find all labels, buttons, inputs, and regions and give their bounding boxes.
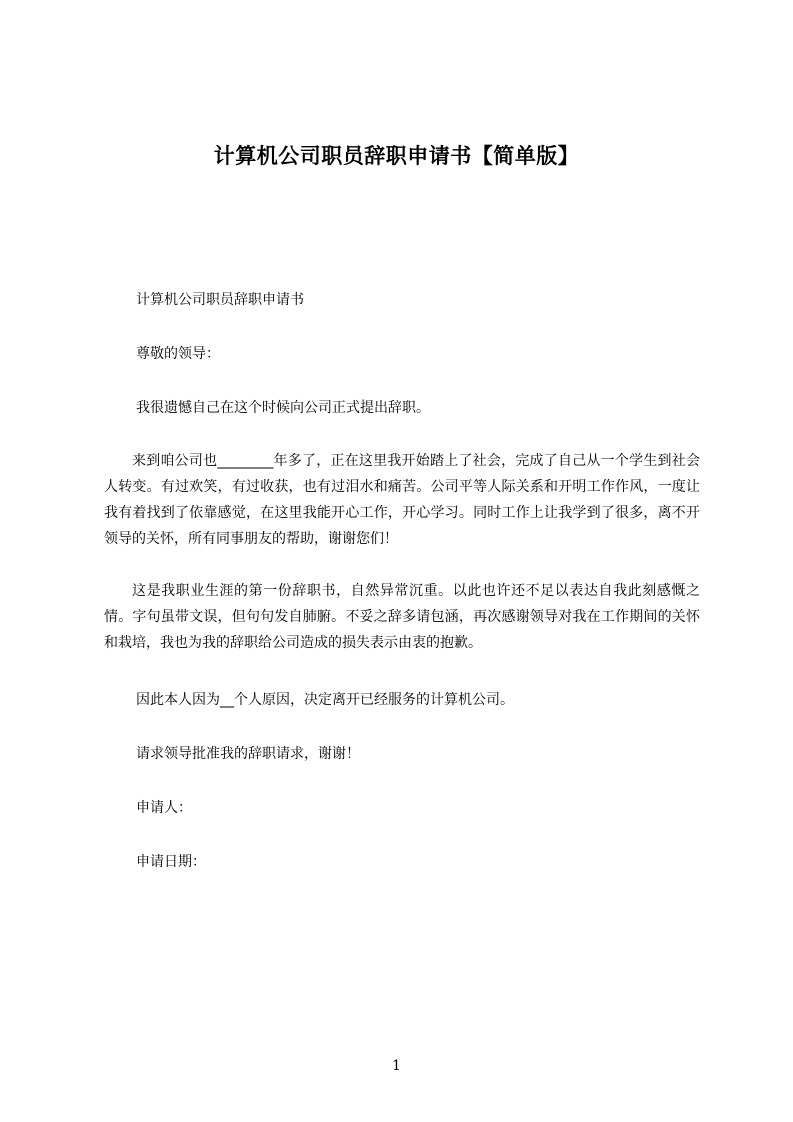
date-label: 申请日期： bbox=[136, 854, 206, 870]
letter-heading: 计算机公司职员辞职申请书 bbox=[136, 292, 304, 308]
page-number: 1 bbox=[392, 1058, 401, 1074]
document-title: 计算机公司职员辞职申请书【简单版】 bbox=[213, 144, 580, 168]
reason-sentence: 因此本人因为__个人原因，决定离开已经服务的计算机公司。 bbox=[136, 692, 514, 708]
salutation: 尊敬的领导： bbox=[136, 346, 220, 362]
applicant-label: 申请人： bbox=[136, 800, 192, 816]
opening-sentence: 我很遗憾自己在这个时候向公司正式提出辞职。 bbox=[136, 400, 430, 416]
body-paragraph-1: 来到咱公司也________年多了，正在这里我开始踏上了社会，完成了自己从一个学生到社会人转变。有过欢笑，有过收获，也有过泪水和痛苦。公司平等人际关系和开明工作作风，一度让我有着找到了依靠感觉，在这里我能开心工作，开心学习。同时工作上让我学到了很多，离不开领导的关怀，所有同事朋友的帮助，谢谢您们！ bbox=[104, 453, 700, 547]
request-sentence: 请求领导批准我的辞职请求，谢谢！ bbox=[136, 746, 360, 762]
body-paragraph-2: 这是我职业生涯的第一份辞职书，自然异常沉重。以此也许还不足以表达自我此刻感慨之情。字句虽带文误，但句句发自肺腑。不妥之辞多请包涵，再次感谢领导对我在工作期间的关怀和栽培，我也为我的辞职给公司造成的损失表示由衷的抱歉。 bbox=[104, 583, 700, 651]
